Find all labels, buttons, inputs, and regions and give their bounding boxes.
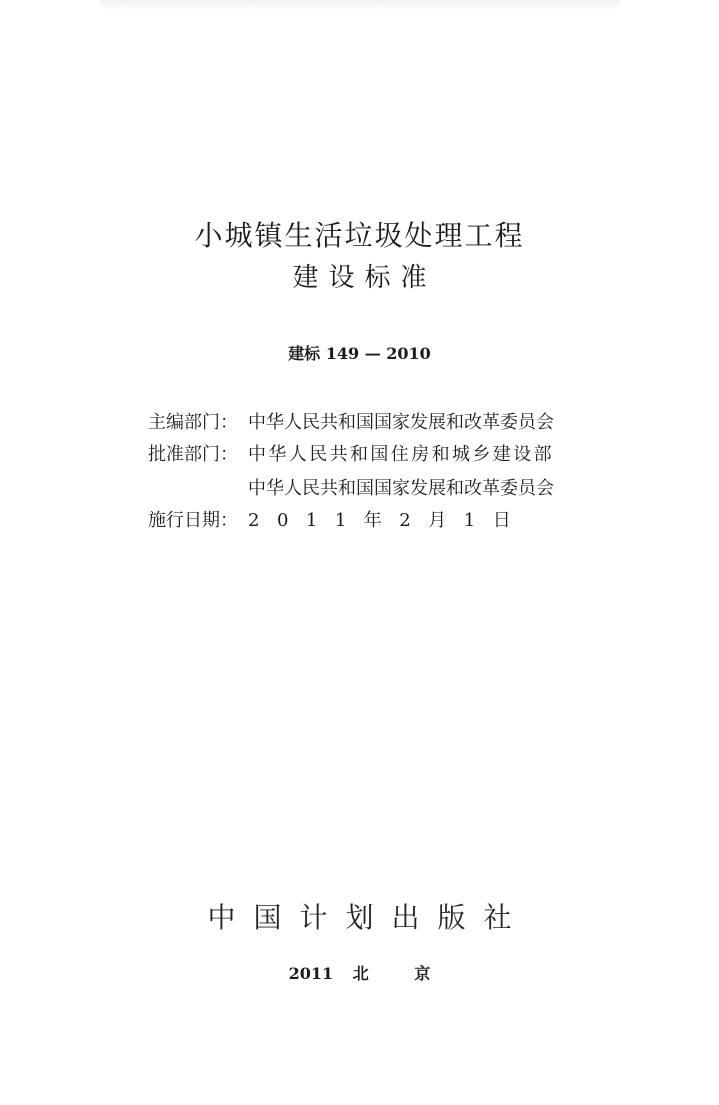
effective-date-row: [148, 508, 528, 534]
approver-row: [148, 442, 554, 468]
publication-line: [0, 962, 719, 986]
editor-label: 主编部门：: [148, 412, 238, 433]
standard-code: 建标 149 — 2010: [288, 344, 431, 363]
effective-date-label: 施行日期：: [148, 510, 238, 531]
page-subtitle: 建设标准: [292, 263, 437, 293]
approver-value-2: 中华人民共和国国家发展和改革委员会: [248, 478, 554, 499]
editor-row: [148, 410, 554, 436]
approver-value-1: 中华人民共和国住房和城乡建设部: [248, 444, 554, 465]
editor-value: 中华人民共和国国家发展和改革委员会: [248, 412, 554, 433]
approver-label: 批准部门：: [148, 444, 238, 465]
publication-year: 2011: [288, 964, 334, 983]
publisher-name: 中国计划出版社: [207, 901, 530, 934]
effective-date-value: 2011年2月1日: [248, 510, 529, 531]
publication-city-char-2: 京: [414, 964, 431, 983]
publication-city-char-1: 北: [352, 964, 369, 983]
approver-row-2: [148, 476, 554, 502]
approver-label-spacer: [148, 476, 248, 502]
page-title: 小城镇生活垃圾处理工程: [194, 219, 525, 252]
bleed-through-strip: [100, 0, 620, 10]
